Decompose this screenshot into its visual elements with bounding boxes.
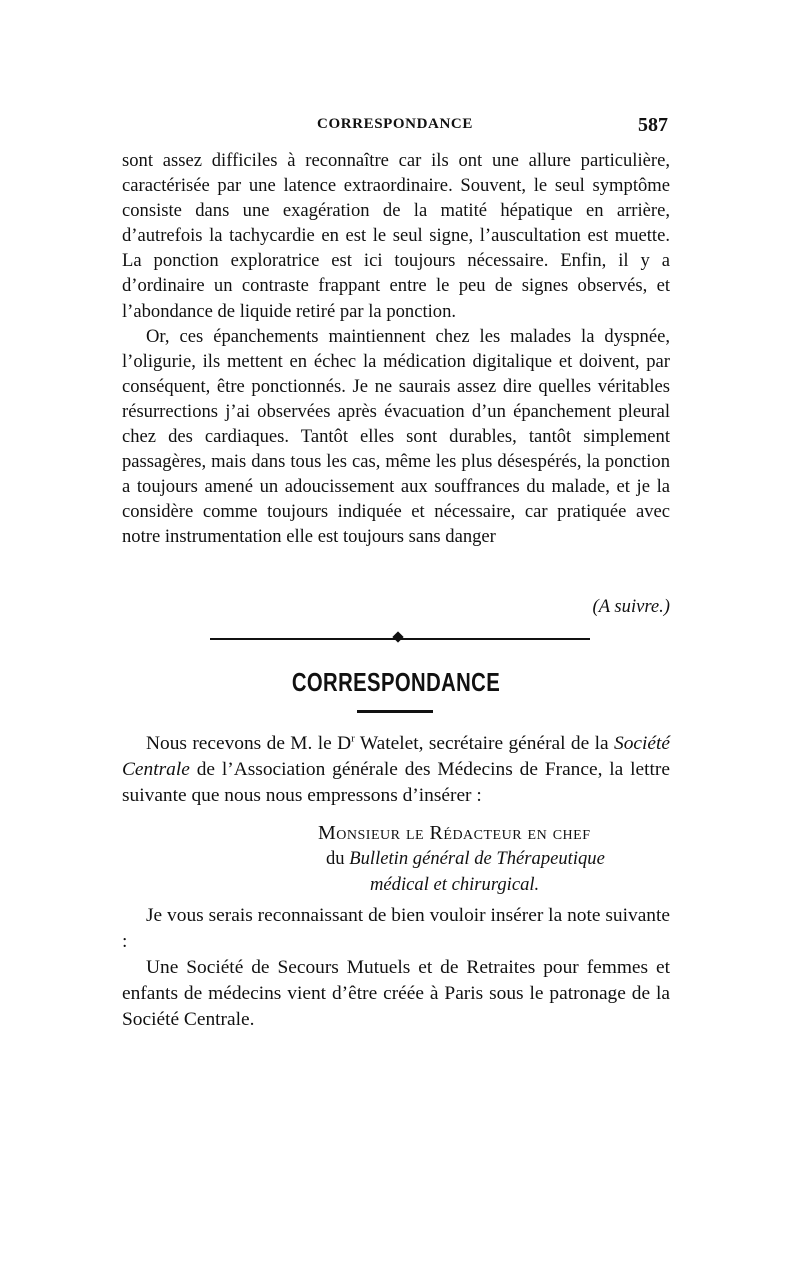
article-paragraph: Or, ces épanchements maintiennent chez les malades la dyspnée, l’oligurie, ils mettent en échec la médication digitalique et doivent, par conséquent, être ponctionnés. Je ne saurais assez dire quelles véritables résurrections j’ai observées après évacuation d’un épanchement pleural chez des cardiaques. Tantôt elles sont durables, tantôt simplement passagères, mais dans tous les cas, même les plus désespérés, la ponction a toujours amené un adoucissement aux souffrances du malade, et je la considère comme toujours indiquée et nécessaire, car pratiquée avec notre instrumentation elle est toujours sans danger [122,325,670,548]
letter-address [318,820,670,898]
intro-paragraph [122,731,670,809]
letter-introduction [122,731,670,809]
diamond-ornament-icon [392,631,403,642]
publication-title-continued: médical et chirurgical. [370,874,540,895]
intro-text: Watelet, secrétaire général de la [354,733,614,754]
letter-paragraph: Une Société de Secours Mutuels et de Retraites pour femmes et enfants de médecins vient d’être créée à Paris sous le patronage de la Société Centrale. [122,957,670,1030]
article-paragraph: sont assez difficiles à reconnaître car ils ont une allure particulière, caractérisée par une latence extraordinaire. Souvent, le seul symptôme consiste dans une exagération de la matité hépatique en arrière, d’autrefois la tachycardie en est le seul signe, l’auscultation est muette. La ponction exploratrice est ici toujours nécessaire. Enfin, il y a d’ordinaire un contraste frappant entre le peu de signes observés, et l’abondance de liquide retiré par la ponction. [122,150,670,322]
address-recipient: Monsieur le Rédacteur en chef [318,822,591,844]
society-name: Société Centrale [122,733,670,780]
title-underline [357,710,433,713]
letter-paragraph: Je vous serais reconnaissant de bien vouloir insérer la note suivante : [122,905,670,952]
address-publication-continued [318,872,670,898]
running-header [120,114,670,138]
address-publication [318,846,670,872]
publication-title: Bulletin général de Thérapeutique [349,848,605,869]
article-body [122,148,670,550]
running-title: CORRESPONDANCE [317,116,473,132]
intro-text: de l’Association générale des Médecins de France, la lettre suivante que nous nous empressons d’insérer : [122,759,670,806]
to-be-continued-note: (A suivre.) [592,596,670,617]
letter-body [122,903,670,1033]
doctor-abbrev-superscript: r [351,732,355,745]
intro-text: Nous recevons de M. le D [146,733,352,754]
address-prefix: du [326,848,350,869]
section-separator [210,633,590,645]
page-number: 587 [638,114,668,136]
section-title: CORRESPONDANCE [291,667,501,697]
